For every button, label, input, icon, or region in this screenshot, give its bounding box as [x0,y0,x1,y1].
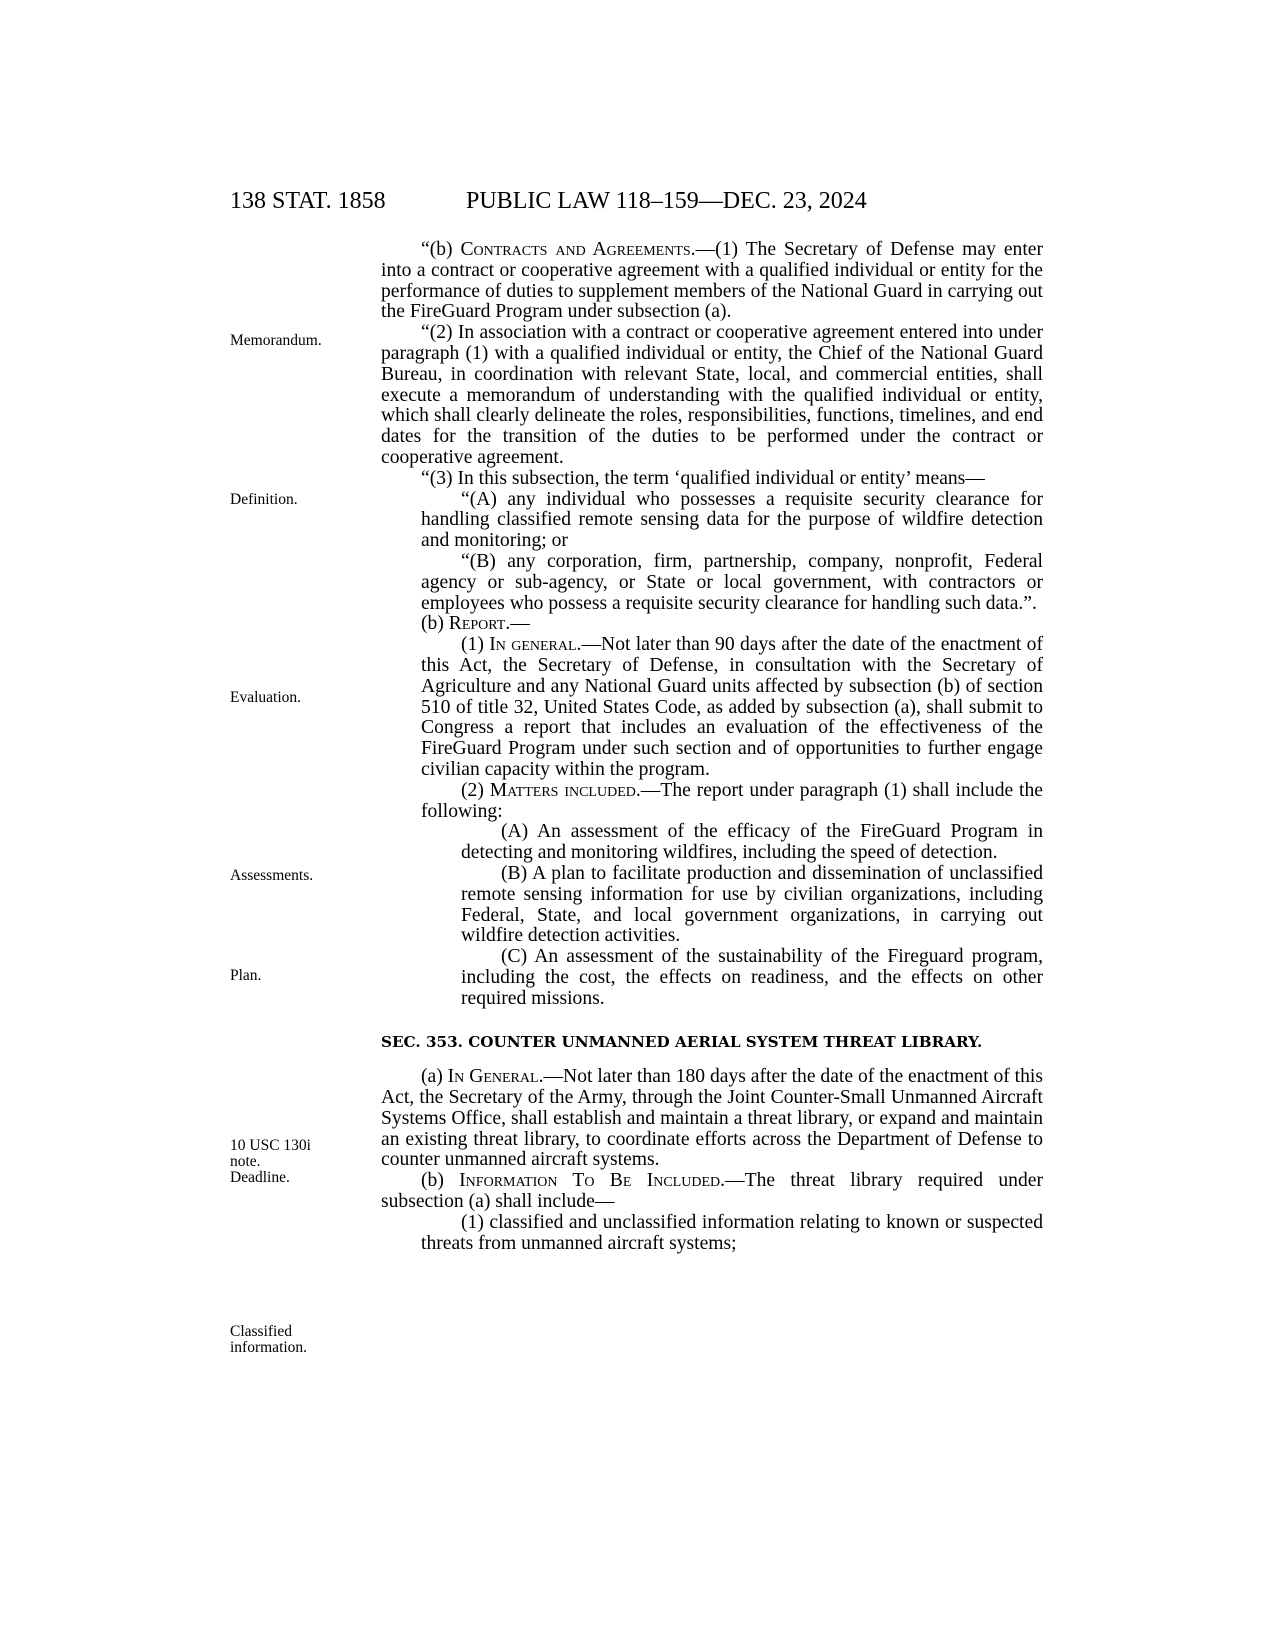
margin-note-classified [230,1324,307,1356]
subsection-b-info-heading: Information To Be Included [459,1170,721,1192]
report-2-text: .—The report under paragraph (1) shall include the following: [421,779,1043,822]
section-353-subsection-b [381,1171,1043,1213]
report-paragraph-1 [421,635,1043,781]
subsection-a-text: .—Not later than 180 days after the date of the enactment of this Act, the Secretary of the Army, through the Joint Counter-Small Unmanned Aircraft Systems Office, shall establish and maintain a threat library, or expand and maintain an existing threat library, to coordinate efforts across the Department of Defense to counter unmanned aircraft systems. [381,1066,1043,1171]
statute-page-number: 138 STAT. 1858 [230,188,386,214]
report-2-heading: Matters included [489,779,636,801]
margin-note-classified-line1: Classified [230,1323,292,1340]
margin-note-evaluation: Evaluation. [230,689,302,706]
margin-note-usc-line2: note. [230,1153,261,1170]
subsection-b-info-1: (1) classified and unclassified information relating to known or suspected threats from unmanned aircraft systems; [421,1211,1043,1254]
margin-note-definition: Definition. [230,491,298,508]
section-353-heading: SEC. 353. COUNTER UNMANNED AERIAL SYSTEM THREAT LIBRARY. [381,1033,983,1052]
report-2b: (B) A plan to facilitate production and dissemination of unclassified remote sensing information for use by civilian organizations, including Federal, State, and local government organizations, in carrying out wildfire detection activities. [461,862,1043,947]
paragraph-3: “(3) In this subsection, the term ‘qualified individual or entity’ means— [421,467,985,489]
report-prefix: (b) [421,613,449,635]
paragraph-3a: “(A) any individual who possesses a requisite security clearance for handling classified remote sensing data for the purpose of wildfire detection and monitoring; or [421,488,1043,552]
margin-note-usc-line1: 10 USC 130i [230,1137,311,1154]
report-1-heading: In general [489,634,577,656]
report-heading-text: Report [448,613,506,635]
subsection-a-prefix: (a) [421,1066,448,1088]
subsection-b-contracts [381,240,1043,323]
running-header [230,188,1040,218]
margin-note-plan: Plan. [230,967,262,984]
paragraph-3b: “(B) any corporation, firm, partnership, company, nonprofit, Federal agency or sub-agency, or State or local government, with contractors or employees who possess a requisite security clearance for handling such data.”. [421,550,1043,614]
margin-note-assessments: Assessments. [230,867,314,884]
subsection-b-info-text: .—The threat library required under subsection (a) shall include— [381,1170,1043,1213]
report-2-prefix: (2) [461,779,490,801]
report-paragraphs [381,635,1043,1009]
report-2-subparagraphs [421,822,1043,1009]
margin-note-usc [230,1138,311,1186]
subsection-b-heading: Contracts and Agreements [460,239,691,260]
statute-body [381,240,1043,1254]
margin-note-memorandum: Memorandum. [230,332,322,349]
report-1-text: .—Not later than 90 days after the date of the enactment of this Act, the Secretary of Defense, in consultation with the Secretary of Agriculture and any National Guard units affected by subsection (b) of section 510 of title 32, United States Code, as added by subsection (a), shall submit to Congress a report that includes an evaluation of the effectiveness of the FireGuard Program under such section and of opportunities to further engage civilian capacity within the program. [421,634,1043,780]
paragraph-3-subparagraphs [381,490,1043,615]
margin-note-classified-line2: information. [230,1339,308,1356]
paragraph-2: “(2) In association with a contract or cooperative agreement entered into under paragraph (1) with a qualified individual or entity, the Chief of the National Guard Bureau, in coordination with relevant State, local, and commercial entities, shall execute a memorandum of understanding with the qualified individual or entity, which shall clearly delineate the roles, responsibilities, functions, timelines, and end dates for the transition of the duties to be performed under the contract or cooperative agreement. [381,322,1043,468]
report-paragraph-2 [421,781,1043,823]
subsection-b-info-prefix: (b) [421,1170,460,1192]
section-353-subsection-a [381,1067,1043,1171]
report-2a: (A) An assessment of the efficacy of the FireGuard Program in detecting and monitoring wildfires, including the speed of detection. [461,821,1043,864]
public-law-title: PUBLIC LAW 118–159—DEC. 23, 2024 [466,188,867,214]
subsection-a-heading: In General [447,1066,539,1088]
margin-note-deadline: Deadline. [230,1169,290,1186]
subsection-b-text: .—(1) The Secretary of Defense may enter into a contract or cooperative agreement with a qualified individual or entity for the performance of duties to supplement members of the National Guard in carrying out the FireGuard Program under subsection (a). [381,239,1043,323]
report-suffix: .— [505,613,530,635]
report-2c: (C) An assessment of the sustainability of the Fireguard program, including the cost, the effects on readiness, and the effects on other required missions. [461,946,1043,1009]
subsection-b-prefix: “(b) [421,239,461,260]
subsection-b-info-paragraphs [381,1213,1043,1255]
report-1-prefix: (1) [461,634,490,656]
report-heading [381,614,1043,635]
